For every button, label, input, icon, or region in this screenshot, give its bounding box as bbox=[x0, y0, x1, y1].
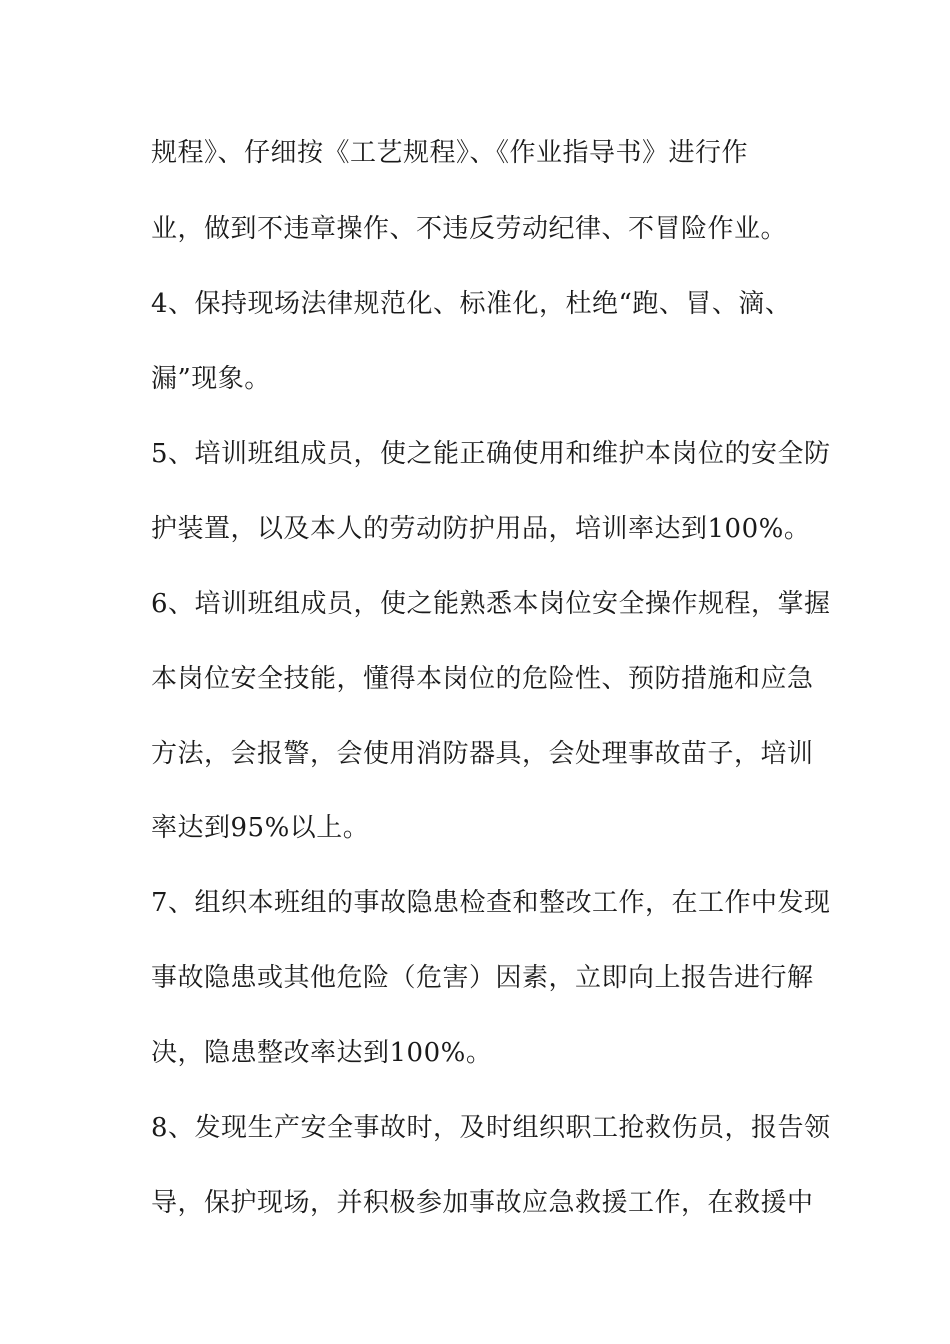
text-line: 4、保持现场法律规范化、标准化，杜绝“跑、冒、滴、 bbox=[151, 289, 792, 319]
text-line: 事故隐患或其他危险（危害）因素，立即向上报告进行解 bbox=[151, 963, 814, 993]
text-line: 导，保护现场，并积极参加事故应急救援工作，在救援中 bbox=[151, 1188, 814, 1218]
text-line: 7、组织本班组的事故隐患检查和整改工作，在工作中发现 bbox=[151, 888, 831, 918]
text-line: 5、培训班组成员，使之能正确使用和维护本岗位的安全防 bbox=[151, 439, 831, 469]
text-line: 本岗位安全技能，懂得本岗位的危险性、预防措施和应急 bbox=[151, 664, 814, 694]
text-line: 方法，会报警，会使用消防器具，会处理事故苗子，培训 bbox=[151, 739, 814, 769]
text-line: 率达到95%以上。 bbox=[151, 813, 370, 843]
text-line: 规程》、仔细按《工艺规程》、《作业指导书》进行作 bbox=[151, 138, 749, 168]
text-line: 护装置，以及本人的劳动防护用品，培训率达到100%。 bbox=[151, 514, 811, 544]
text-line: 8、发现生产安全事故时，及时组织职工抢救伤员，报告领 bbox=[151, 1113, 831, 1143]
text-line: 决，隐患整改率达到100%。 bbox=[151, 1038, 493, 1068]
text-line: 漏”现象。 bbox=[151, 364, 271, 394]
text-line: 6、培训班组成员，使之能熟悉本岗位安全操作规程，掌握 bbox=[151, 589, 831, 619]
text-line: 业，做到不违章操作、不违反劳动纪律、不冒险作业。 bbox=[151, 214, 788, 244]
